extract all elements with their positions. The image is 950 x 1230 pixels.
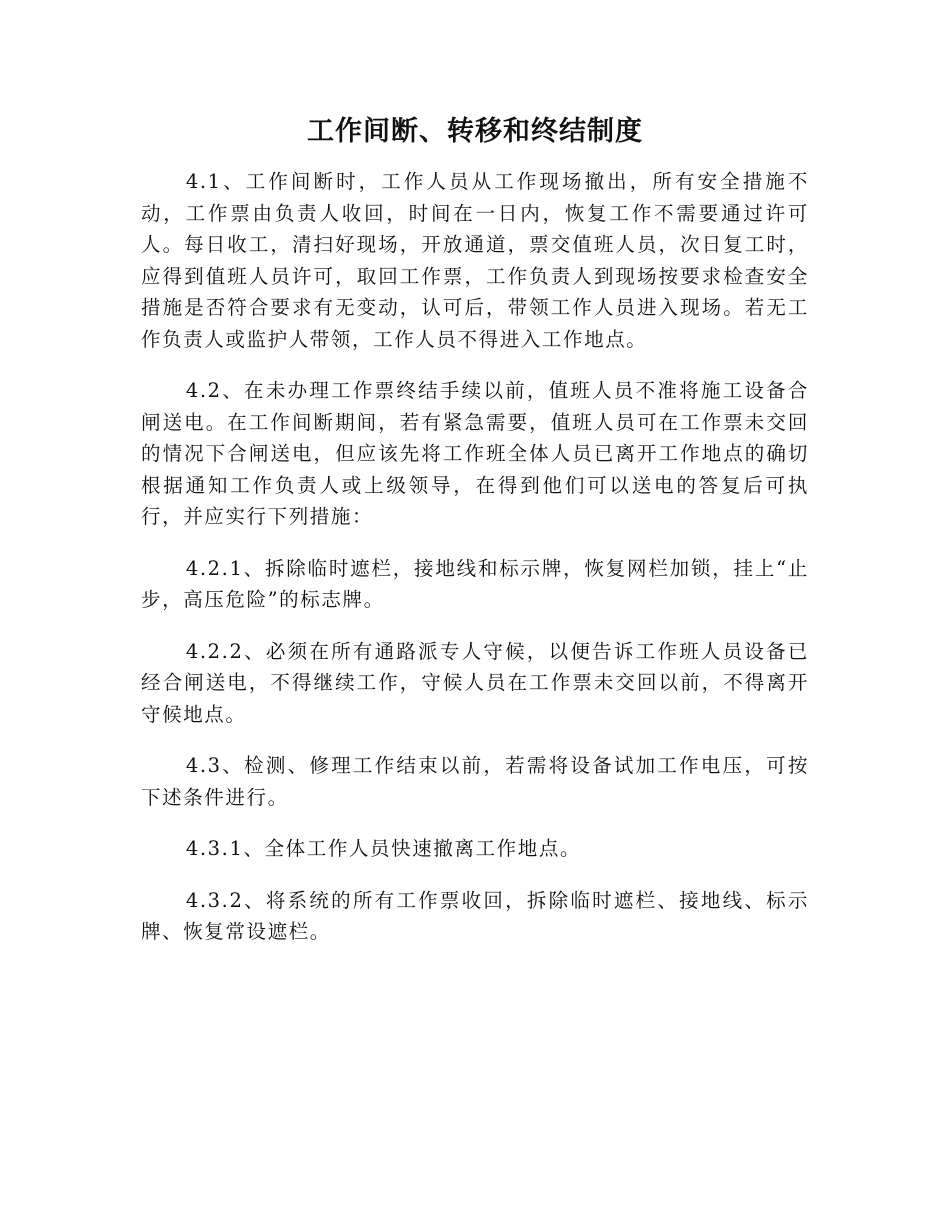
paragraph-4-3-2: 4.3.2、将系统的所有工作票收回，拆除临时遮栏、接地线、标示牌、恢复常设遮栏。	[141, 888, 809, 943]
document-title: 工作间断、转移和终结制度	[307, 116, 643, 147]
paragraph-4-1: 4.1、工作间断时，工作人员从工作现场撤出，所有安全措施不动，工作票由负责人收回，时间在一日内，恢复工作不需要通过许可人。每日收工，清扫好现场，开放通道，票交值班人员，次日复工时，应得到值班人员许可，取回工作票，工作负责人到现场按要求检查安全措施是否符合要求有无变动，认可后，带领工作人员进入现场。若无工作负责人或监护人带领，工作人员不得进入工作地点。	[141, 170, 809, 351]
paragraph-4-3-1: 4.3.1、全体工作人员快速撤离工作地点。	[185, 837, 582, 860]
paragraph-4-2-1: 4.2.1、拆除临时遮栏，接地线和标示牌，恢复网栏加锁，挂上“止步，高压危险”的标志牌。	[141, 556, 809, 611]
paragraph-4-2: 4.2、在未办理工作票终结手续以前，值班人员不准将施工设备合闸送电。在工作间断期间，若有紧急需要，值班人员可在工作票未交回的情况下合闸送电，但应该先将工作班全体人员已离开工作地点的确切根据通知工作负责人或上级领导，在得到他们可以送电的答复后可执行，并应实行下列措施：	[141, 379, 809, 528]
paragraph-4-3: 4.3、检测、修理工作结束以前，若需将设备试加工作电压，可按下述条件进行。	[141, 754, 809, 809]
paragraph-4-2-2: 4.2.2、必须在所有通路派专人守候，以便告诉工作班人员设备已经合闸送电，不得继续工作，守候人员在工作票未交回以前，不得离开守候地点。	[141, 639, 809, 726]
document-body	[141, 166, 809, 968]
